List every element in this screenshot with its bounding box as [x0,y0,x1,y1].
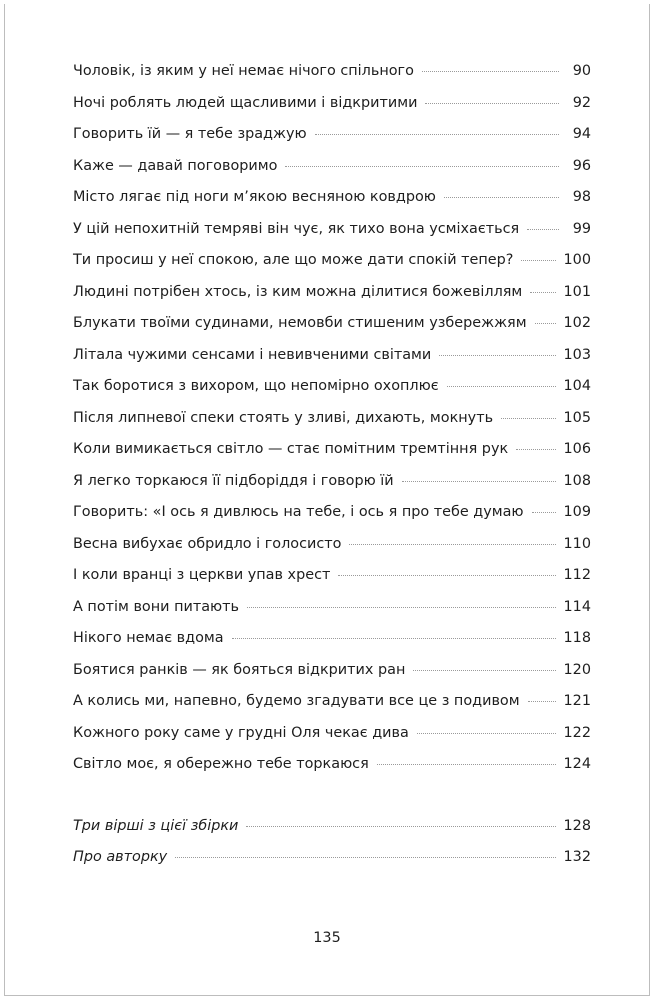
toc-entry[interactable] [73,623,591,655]
toc-entry-title: Місто лягає під ноги м’якою весняною ковдрою [73,189,436,205]
toc-entry-page: 124 [563,756,591,772]
toc-entry[interactable] [73,811,591,843]
dot-leader [377,764,556,765]
toc-entry-title: Три вірші з цієї збірки [73,817,239,834]
dot-leader [439,355,555,356]
toc-section-gap [73,781,591,811]
dot-leader [532,512,556,513]
toc-entry[interactable] [73,308,591,340]
dot-leader [521,260,555,261]
toc-entry-title: Коли вимикається світло — стає помітним тремтіння рук [73,441,509,457]
toc-entry[interactable] [73,560,591,592]
toc-entry-page: 132 [563,849,591,865]
toc-entry-page: 118 [563,630,591,646]
dot-leader [285,166,559,167]
dot-leader [535,323,556,324]
toc-entry-page: 101 [563,283,591,300]
dot-leader [417,733,556,734]
dot-leader [247,607,556,608]
toc-entry-page: 121 [563,693,591,709]
toc-entry-title: І коли вранці з церкви упав хрест [73,567,331,583]
dot-leader [422,71,559,72]
toc-entry[interactable] [73,119,591,151]
toc-entry[interactable] [73,718,591,750]
toc-entry-page: 99 [572,220,591,237]
toc-entry-page: 105 [563,409,591,426]
toc-entry-page: 108 [563,472,591,489]
toc-entry-title: Блукати твоїми судинами, немовби стишеним узбережжям [73,315,527,331]
toc-entry-page: 94 [572,126,591,142]
dot-leader [349,544,555,545]
page-number: 135 [313,930,341,946]
dot-leader [501,418,555,419]
toc-entry-page: 114 [563,598,591,615]
toc-entry[interactable] [73,340,591,372]
toc-entry-title: А потім вони питають [73,598,240,615]
dot-leader [338,575,555,576]
toc-entry-page: 90 [572,63,591,79]
toc-entry[interactable] [73,842,591,874]
toc-entry[interactable] [73,403,591,435]
toc-appendix [73,811,591,874]
toc-entry-title: Ночі роблять людей щасливими і відкритими [73,94,418,111]
toc-entry-title: Говорить їй — я тебе зраджую [73,126,307,142]
toc-entry[interactable] [73,214,591,246]
toc-entry-title: Світло моє, я обережно тебе торкаюся [73,756,369,772]
toc-entry-page: 96 [572,157,591,174]
table-of-contents [73,56,591,874]
toc-entry-page: 102 [563,315,591,331]
toc-entry-title: Каже — давай поговоримо [73,157,278,174]
toc-entry-page: 128 [563,817,591,834]
toc-entry-title: Я легко торкаюся її підборіддя і говорю їй [73,472,394,489]
dot-leader [527,229,559,230]
toc-entry-title: Ти просиш у неї спокою, але що може дати спокій тепер? [73,252,514,268]
toc-entry[interactable] [73,371,591,403]
dot-leader [530,292,555,293]
toc-entry[interactable] [73,497,591,529]
toc-entry-title: А колись ми, напевно, будемо згадувати все це з подивом [73,693,520,709]
toc-entry-page: 106 [563,441,591,457]
toc-entry[interactable] [73,245,591,277]
toc-entry-page: 103 [563,346,591,363]
toc-entries [73,56,591,781]
toc-entry-title: Чоловік, із яким у неї немає нічого спільного [73,63,414,79]
toc-entry-page: 110 [563,535,591,552]
toc-entry-title: Так боротися з вихором, що непомірно охоплює [73,378,439,394]
toc-entry-page: 112 [563,567,591,583]
toc-entry-title: Про авторку [73,849,168,865]
toc-entry[interactable] [73,466,591,498]
toc-entry-page: 100 [563,252,591,268]
toc-entry[interactable] [73,277,591,309]
toc-entry[interactable] [73,686,591,718]
toc-entry[interactable] [73,749,591,781]
toc-entry-title: Кожного року саме у грудні Оля чекає дива [73,724,409,741]
toc-entry-title: Літала чужими сенсами і невивченими світами [73,346,432,363]
dot-leader [447,386,556,387]
dot-leader [402,481,556,482]
dot-leader [413,670,555,671]
dot-leader [232,638,556,639]
toc-entry-page: 109 [563,504,591,520]
toc-entry-title: Весна вибухає обридло і голосисто [73,535,342,552]
toc-entry[interactable] [73,655,591,687]
toc-entry-title: Боятися ранків — як бояться відкритих ран [73,661,406,678]
dot-leader [516,449,555,450]
toc-entry-page: 98 [572,189,591,205]
toc-entry[interactable] [73,88,591,120]
toc-entry[interactable] [73,151,591,183]
toc-entry-page: 120 [563,661,591,678]
dot-leader [315,134,559,135]
dot-leader [425,103,559,104]
toc-entry[interactable] [73,434,591,466]
dot-leader [246,826,555,827]
toc-entry-page: 92 [572,94,591,111]
toc-entry-title: У цій непохитній темряві він чує, як тихо вона усміхається [73,220,520,237]
toc-entry-title: Говорить: «І ось я дивлюсь на тебе, і ось я про тебе думаю [73,504,524,520]
toc-entry-page: 122 [563,724,591,741]
toc-entry[interactable] [73,182,591,214]
toc-entry-title: Нікого немає вдома [73,630,224,646]
toc-entry[interactable] [73,56,591,88]
toc-entry-page: 104 [563,378,591,394]
toc-entry-title: Людині потрібен хтось, із ким можна ділитися божевіллям [73,283,523,300]
dot-leader [175,857,555,858]
toc-entry-title: Після липневої спеки стоять у зливі, дихають, мокнуть [73,409,494,426]
dot-leader [444,197,559,198]
toc-entry[interactable] [73,592,591,624]
dot-leader [528,701,556,702]
toc-entry[interactable] [73,529,591,561]
